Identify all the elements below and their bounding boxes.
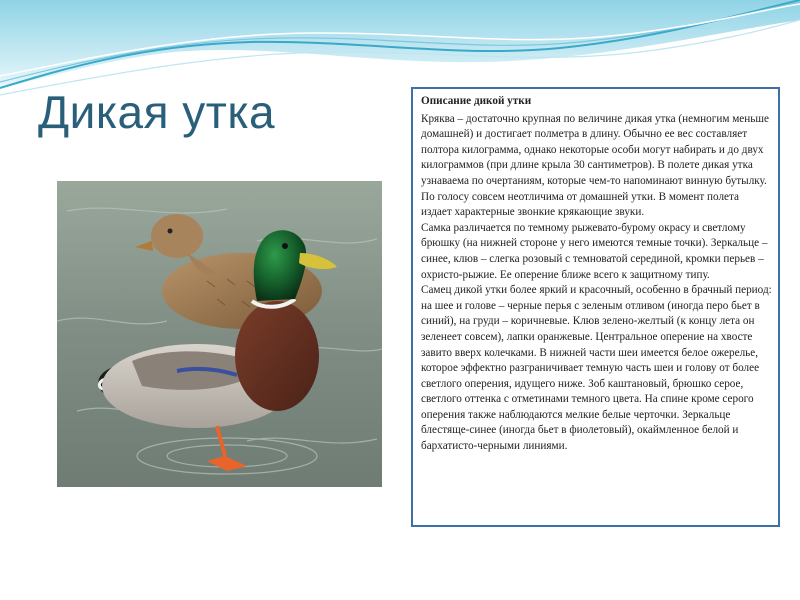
slide-title: Дикая утка — [38, 86, 276, 138]
description-box — [411, 87, 780, 527]
description-paragraph-1: Кряква – достаточно крупная по величине дикая утка (немногим меньше домашней) и достигает полметра в длину. Обычно ее вес составляет полтора килограмма, однако некоторые особи могут набирать и до двух килограммов (при длине крыла 30 сантиметров). В полете дикая утка узнаваема по очертаниям, которые чем-то напоминают винную бутылку. По голосу совсем неотличима от домашней утки. В момент полета издает характерные звонкие крякающие звуки. — [421, 112, 769, 219]
description-paragraph-2: Самка различается по темному рыжевато-бурому окрасу и светлому брюшку (на нижней стороне у него имеются темные точки). Зеркальце – синее, клюв – слегка розовый с темноватой серединой, кромки перьев – охристо-рыжие. Ее оперение ближе всего к защитному типу. — [421, 221, 768, 281]
description-heading: Описание дикой утки — [421, 95, 532, 107]
duck-photo — [57, 181, 382, 487]
description-paragraph-3: Самец дикой утки более яркий и красочный, особенно в брачный период: на шее и голове – черные перья с зеленым отливом (иногда перо бьет в синий), на груди – коричневые. Клюв зелено-желтый (к концу лета он зеленеет совсем), лапки оранжевые. Центральное оперение на хвосте завито вверх колечками. В нижней части шеи имеется белое ожерелье, которое эффектно разграничивает темную часть шеи и голову от более светлого оперения, идущего ниже. Зоб каштановый, брюшко серое, светлого оттенка с отметинами темного цвета. На спине кроме серого оперения также наблюдаются мелкие белые черточки. Зеркальце блестяще-синее (иногда бьет в фиолетовый), окаймленное белой и бархатисто-черными линиями. — [421, 284, 772, 453]
duck-photo-icon — [57, 181, 382, 487]
